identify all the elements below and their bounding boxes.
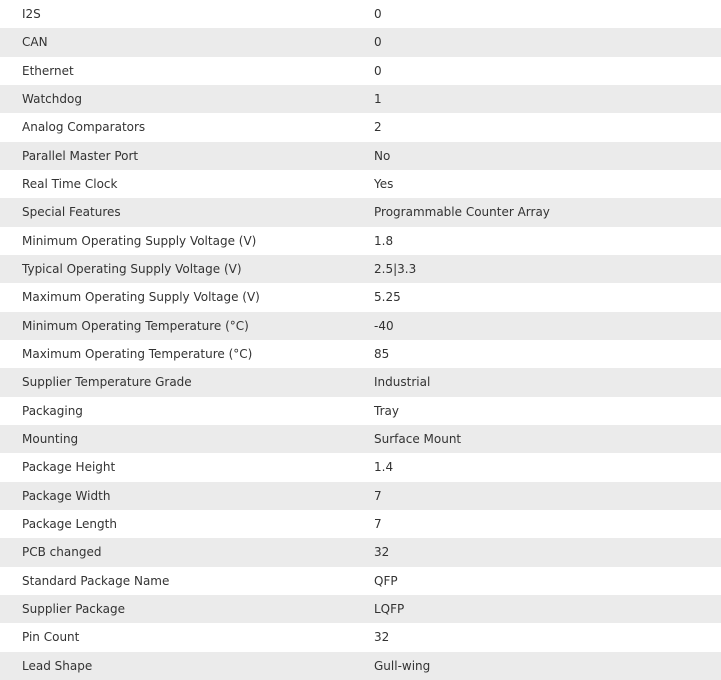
table-row — [0, 453, 721, 481]
table-row — [0, 595, 721, 623]
spec-label: Watchdog — [22, 92, 82, 107]
spec-value: LQFP — [374, 602, 405, 617]
spec-label: Ethernet — [22, 63, 74, 78]
spec-value: 2 — [374, 120, 382, 135]
spec-value: 0 — [374, 35, 382, 50]
spec-value: 1 — [374, 92, 382, 107]
spec-value: QFP — [374, 573, 398, 588]
spec-label: Minimum Operating Supply Voltage (V) — [22, 233, 257, 248]
spec-value: Gull-wing — [374, 658, 431, 673]
table-row — [0, 28, 721, 56]
spec-value: -40 — [374, 318, 394, 333]
table-row — [0, 538, 721, 566]
table-row — [0, 227, 721, 255]
spec-value: 0 — [374, 63, 382, 78]
spec-value: 5.25 — [374, 290, 401, 305]
table-row — [0, 368, 721, 396]
spec-value: 1.8 — [374, 233, 394, 248]
table-row — [0, 198, 721, 226]
spec-label: Packaging — [22, 403, 83, 418]
table-row — [0, 85, 721, 113]
spec-value: 7 — [374, 488, 382, 503]
spec-label: Standard Package Name — [22, 573, 170, 588]
spec-value: No — [374, 148, 391, 163]
spec-label: Special Features — [22, 205, 121, 220]
table-row — [0, 312, 721, 340]
table-row — [0, 510, 721, 538]
spec-value: Industrial — [374, 375, 431, 390]
table-row — [0, 0, 721, 28]
spec-label: Real Time Clock — [22, 177, 118, 192]
spec-value: 2.5|3.3 — [374, 262, 417, 277]
spec-label: Mounting — [22, 432, 79, 447]
spec-label: Package Height — [22, 460, 116, 475]
spec-label: Analog Comparators — [22, 120, 146, 135]
spec-label: Maximum Operating Supply Voltage (V) — [22, 290, 260, 305]
spec-value: Surface Mount — [374, 432, 462, 447]
spec-value: 32 — [374, 630, 390, 645]
table-row — [0, 482, 721, 510]
spec-label: Lead Shape — [22, 658, 93, 673]
spec-value: Yes — [374, 177, 394, 192]
spec-value: 85 — [374, 347, 390, 362]
spec-value: 32 — [374, 545, 390, 560]
spec-label: I2S — [22, 7, 41, 22]
spec-label: PCB changed — [22, 545, 102, 560]
table-row — [0, 283, 721, 311]
spec-label: Minimum Operating Temperature (°C) — [22, 318, 249, 333]
table-row — [0, 340, 721, 368]
spec-label: Parallel Master Port — [22, 148, 139, 163]
table-row — [0, 142, 721, 170]
spec-label: Typical Operating Supply Voltage (V) — [22, 262, 242, 277]
spec-label: Supplier Temperature Grade — [22, 375, 192, 390]
spec-value: 1.4 — [374, 460, 394, 475]
table-row — [0, 57, 721, 85]
table-row — [0, 255, 721, 283]
table-row — [0, 170, 721, 198]
spec-label: Package Width — [22, 488, 111, 503]
table-row — [0, 567, 721, 595]
spec-value: 7 — [374, 517, 382, 532]
spec-label: Package Length — [22, 517, 117, 532]
spec-value: Tray — [374, 403, 399, 418]
spec-label: Maximum Operating Temperature (°C) — [22, 347, 253, 362]
spec-label: Pin Count — [22, 630, 80, 645]
spec-label: Supplier Package — [22, 602, 125, 617]
table-row — [0, 425, 721, 453]
table-row — [0, 652, 721, 680]
spec-value: 0 — [374, 7, 382, 22]
table-row — [0, 113, 721, 141]
spec-label: CAN — [22, 35, 48, 50]
table-row — [0, 623, 721, 651]
table-row — [0, 397, 721, 425]
spec-value: Programmable Counter Array — [374, 205, 550, 220]
